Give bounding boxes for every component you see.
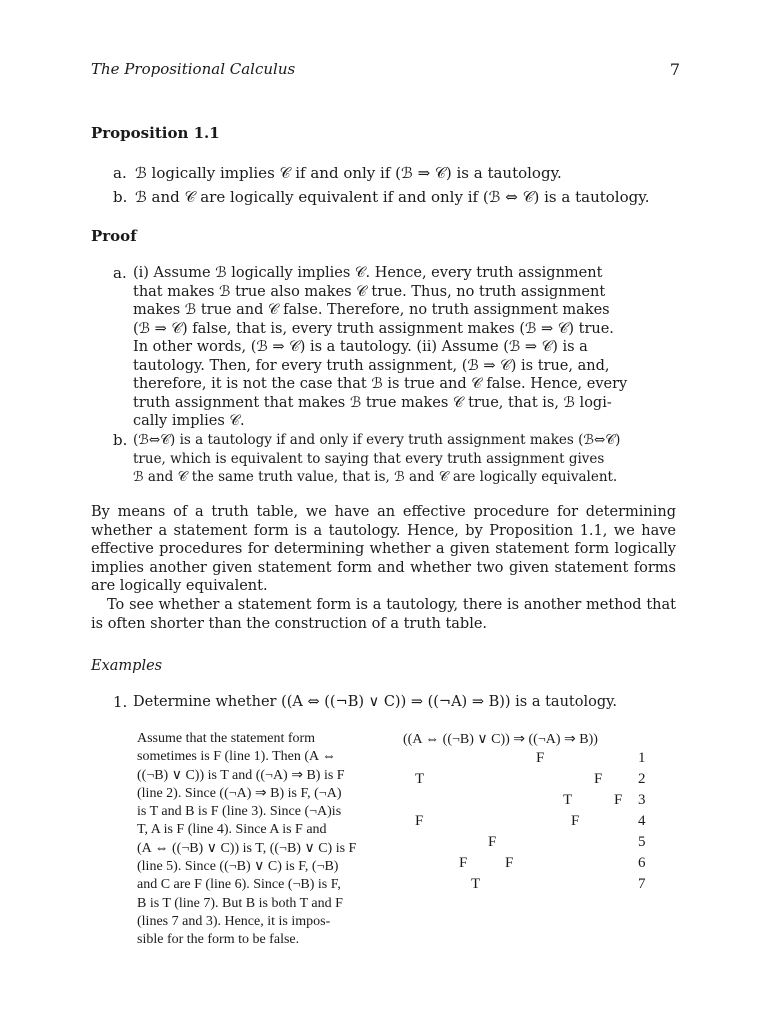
proof-a-line: that makes ℬ true also makes 𝒞 true. Thus, no truth assignment — [133, 283, 606, 300]
explanation-line: (A ⇔ ((¬B) ∨ C)) is T, ((¬B) ∨ C) is F — [137, 840, 357, 856]
proof-a-line: (i) Assume ℬ logically implies 𝒞. Hence, every truth assignment — [133, 265, 603, 281]
table-cell: F — [505, 855, 514, 871]
proof-b-line: ℬ and 𝒞 the same truth value, that is, ℬ and 𝒞 are logically equivalent. — [133, 469, 618, 485]
table-cell: F — [536, 750, 545, 766]
example-explanation — [137, 730, 397, 950]
body-paragraph-2: To see whether a statement form is a tautology, there is another method that is often shorter than the construction of a truth table. — [91, 597, 676, 632]
proof-a-line: tautology. Then, for every truth assignment, (ℬ ⇒ 𝒞) is true, and, — [133, 357, 610, 374]
table-cell: F — [571, 813, 580, 829]
proof-b-line: (ℬ⇔𝒞) is a tautology if and only if every truth assignment makes (ℬ⇔𝒞) — [133, 432, 621, 448]
proof-a-line: In other words, (ℬ ⇒ 𝒞) is a tautology. (ii) Assume (ℬ ⇒ 𝒞) is a — [133, 339, 588, 355]
example-1-text: Determine whether ((A ⇔ ((¬B) ∨ C)) ⇒ ((¬A) ⇒ B)) is a tautology. — [133, 694, 617, 710]
explanation-line: (lines 7 and 3). Hence, it is impos- — [137, 913, 331, 929]
proposition-item-b — [113, 188, 713, 207]
table-cell: T — [563, 792, 573, 808]
proof-b-label: b. — [113, 431, 128, 449]
proposition-item-b-label: b. — [113, 188, 128, 206]
proposition-item-a — [113, 164, 693, 183]
running-title: The Propositional Calculus — [91, 60, 296, 78]
proof-a-text — [133, 264, 656, 431]
explanation-line: (line 2). Since ((¬A) ⇒ B) is F, (¬A) — [137, 785, 342, 801]
table-cell: F — [488, 834, 497, 850]
proposition-item-a-text: ℬ logically implies 𝒞 if and only if (ℬ ⇒ 𝒞) is a tautology. — [135, 164, 562, 182]
explanation-line: (line 5). Since ((¬B) ∨ C) is F, (¬B) — [137, 859, 339, 875]
table-cell: F — [459, 855, 468, 871]
explanation-line: and C are F (line 6). Since (¬B) is F, — [137, 877, 341, 893]
table-formula: ((A ⇔ ((¬B) ∨ C)) ⇒ ((¬A) ⇒ B)) — [403, 732, 598, 747]
table-line-number: 4 — [638, 813, 646, 829]
table-cell: T — [415, 771, 425, 787]
table-cell: T — [471, 876, 481, 892]
body-paragraph-1: By means of a truth table, we have an effective procedure for determining whether a statement form is a tautology. Hence, by Proposition 1.1, we have effective procedures for determining whether a given statement form logically implies another given statement form and whether two given statement forms are logically equivalent. — [91, 504, 676, 594]
proposition-heading: Proposition 1.1 — [91, 124, 220, 142]
explanation-line: T, A is F (line 4). Since A is F and — [137, 822, 327, 838]
table-cell: F — [614, 792, 623, 808]
table-cell: F — [594, 771, 603, 787]
example-1-label: 1. — [113, 693, 128, 711]
table-line-number: 5 — [638, 834, 646, 850]
explanation-line: Assume that the statement form — [137, 731, 316, 746]
table-cell: F — [415, 813, 424, 829]
explanation-line: sible for the form to be false. — [137, 932, 300, 948]
table-line-number: 2 — [638, 771, 646, 787]
explanation-line: B is T (line 7). But B is both T and F — [137, 895, 343, 911]
examples-heading: Examples — [91, 658, 163, 674]
proposition-item-a-label: a. — [113, 164, 127, 182]
proof-a-line: cally implies 𝒞. — [133, 413, 245, 429]
proof-b-text — [133, 431, 663, 487]
proof-b-line: true, which is equivalent to saying that every truth assignment gives — [133, 450, 605, 467]
proposition-item-b-text: ℬ and 𝒞 are logically equivalent if and only if (ℬ ⇔ 𝒞) is a tautology. — [135, 188, 650, 206]
explanation-line: is T and B is F (line 3). Since (¬A)is — [137, 804, 342, 820]
explanation-line: ((¬B) ∨ C)) is T and ((¬A) ⇒ B) is F — [137, 767, 345, 783]
proof-a-line: makes ℬ true and 𝒞 false. Therefore, no truth assignment makes — [133, 302, 610, 318]
table-line-number: 6 — [638, 855, 646, 871]
explanation-line: sometimes is F (line 1). Then (A ⇔ — [137, 749, 336, 765]
proof-a-label: a. — [113, 264, 127, 282]
proof-a-line: therefore, it is not the case that ℬ is true and 𝒞 false. Hence, every — [133, 376, 628, 392]
proof-a-line: (ℬ ⇒ 𝒞) false, that is, every truth assignment makes (ℬ ⇒ 𝒞) true. — [133, 320, 614, 337]
table-line-number: 1 — [638, 750, 646, 766]
page-number: 7 — [669, 60, 680, 79]
proof-heading: Proof — [91, 227, 137, 245]
table-line-number: 3 — [638, 792, 646, 808]
proof-a-line: truth assignment that makes ℬ true makes 𝒞 true, that is, ℬ logi- — [133, 394, 612, 411]
table-line-number: 7 — [638, 876, 646, 892]
